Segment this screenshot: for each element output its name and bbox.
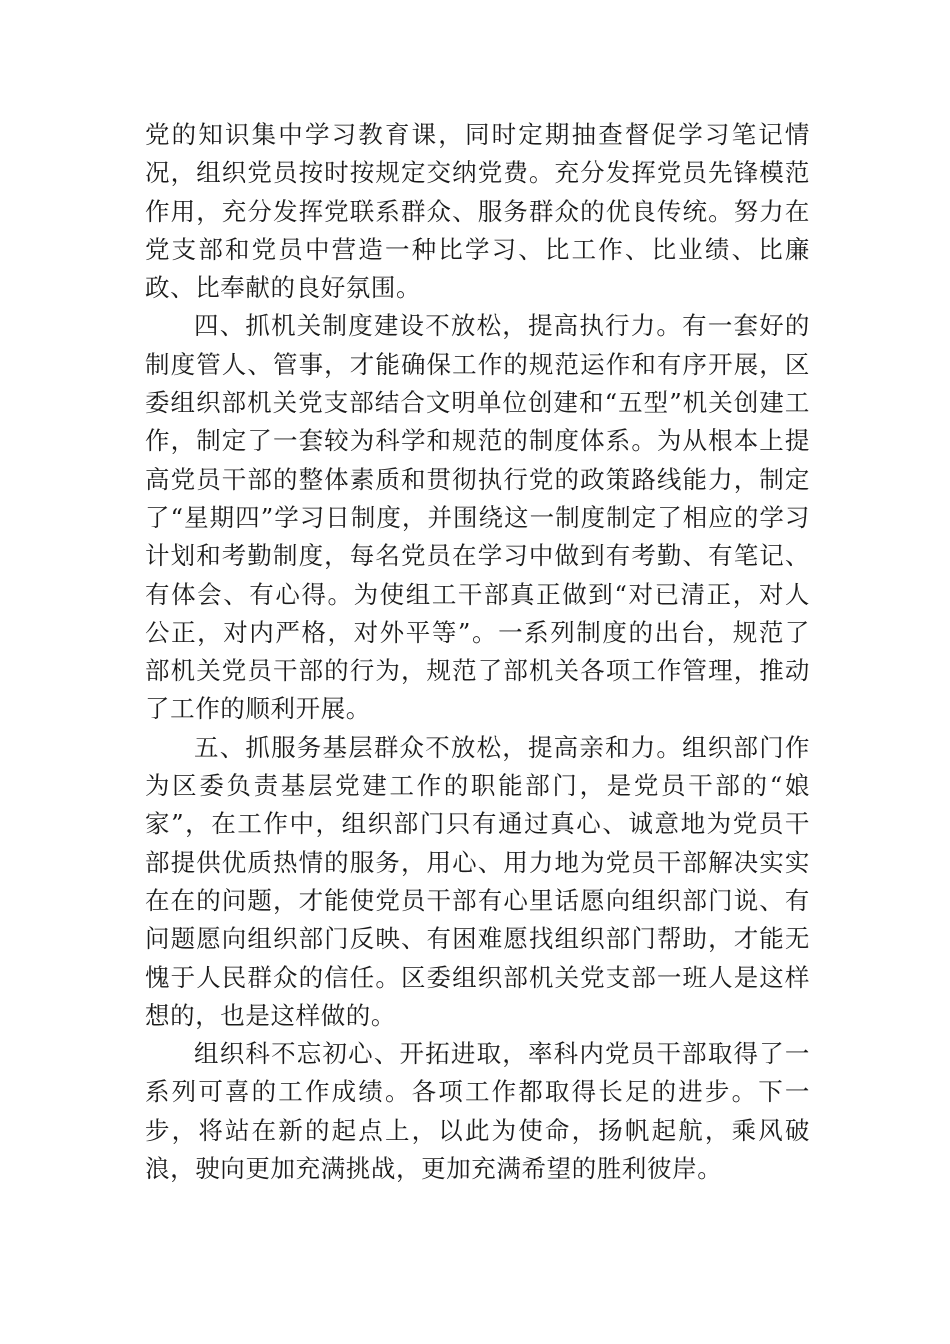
paragraph-1: 党的知识集中学习教育课，同时定期抽查督促学习笔记情况，组织党员按时按规定交纳党费。充分发挥党员先锋模范作用，充分发挥党联系群众、服务群众的优良传统。努力在党支部和党员中营造一种比学习、比工作、比业绩、比廉政、比奉献的良好氛围。 (145, 120, 810, 303)
body-text (145, 116, 810, 1188)
paragraph-4: 组织科不忘初心、开拓进取，率科内党员干部取得了一系列可喜的工作成绩。各项工作都取得长足的进步。下一步，将站在新的起点上，以此为使命，扬帆起航，乘风破浪，驶向更加充满挑战，更加充满希望的胜利彼岸。 (145, 1039, 810, 1184)
paragraph-3: 五、抓服务基层群众不放松，提高亲和力。组织部门作为区委负责基层党建工作的职能部门，是党员干部的“娘家”，在工作中，组织部门只有通过真心、诚意地为党员干部提供优质热情的服务，用心、用力地为党员干部解决实实在在的问题，才能使党员干部有心里话愿向组织部门说、有问题愿向组织部门反映、有困难愿找组织部门帮助，才能无愧于人民群众的信任。区委组织部机关党支部一班人是这样想的，也是这样做的。 (145, 732, 810, 1030)
paragraph-2: 四、抓机关制度建设不放松，提高执行力。有一套好的制度管人、管事，才能确保工作的规范运作和有序开展，区委组织部机关党支部结合文明单位创建和“五型”机关创建工作，制定了一套较为科学和规范的制度体系。为从根本上提高党员干部的整体素质和贯彻执行党的政策路线能力，制定了“星期四”学习日制度，并围绕这一制度制定了相应的学习计划和考勤制度，每名党员在学习中做到有考勤、有笔记、有体会、有心得。为使组工干部真正做到“对已清正，对人公正，对内严格，对外平等”。一系列制度的出台，规范了部机关党员干部的行为，规范了部机关各项工作管理，推动了工作的顺利开展。 (145, 311, 810, 724)
